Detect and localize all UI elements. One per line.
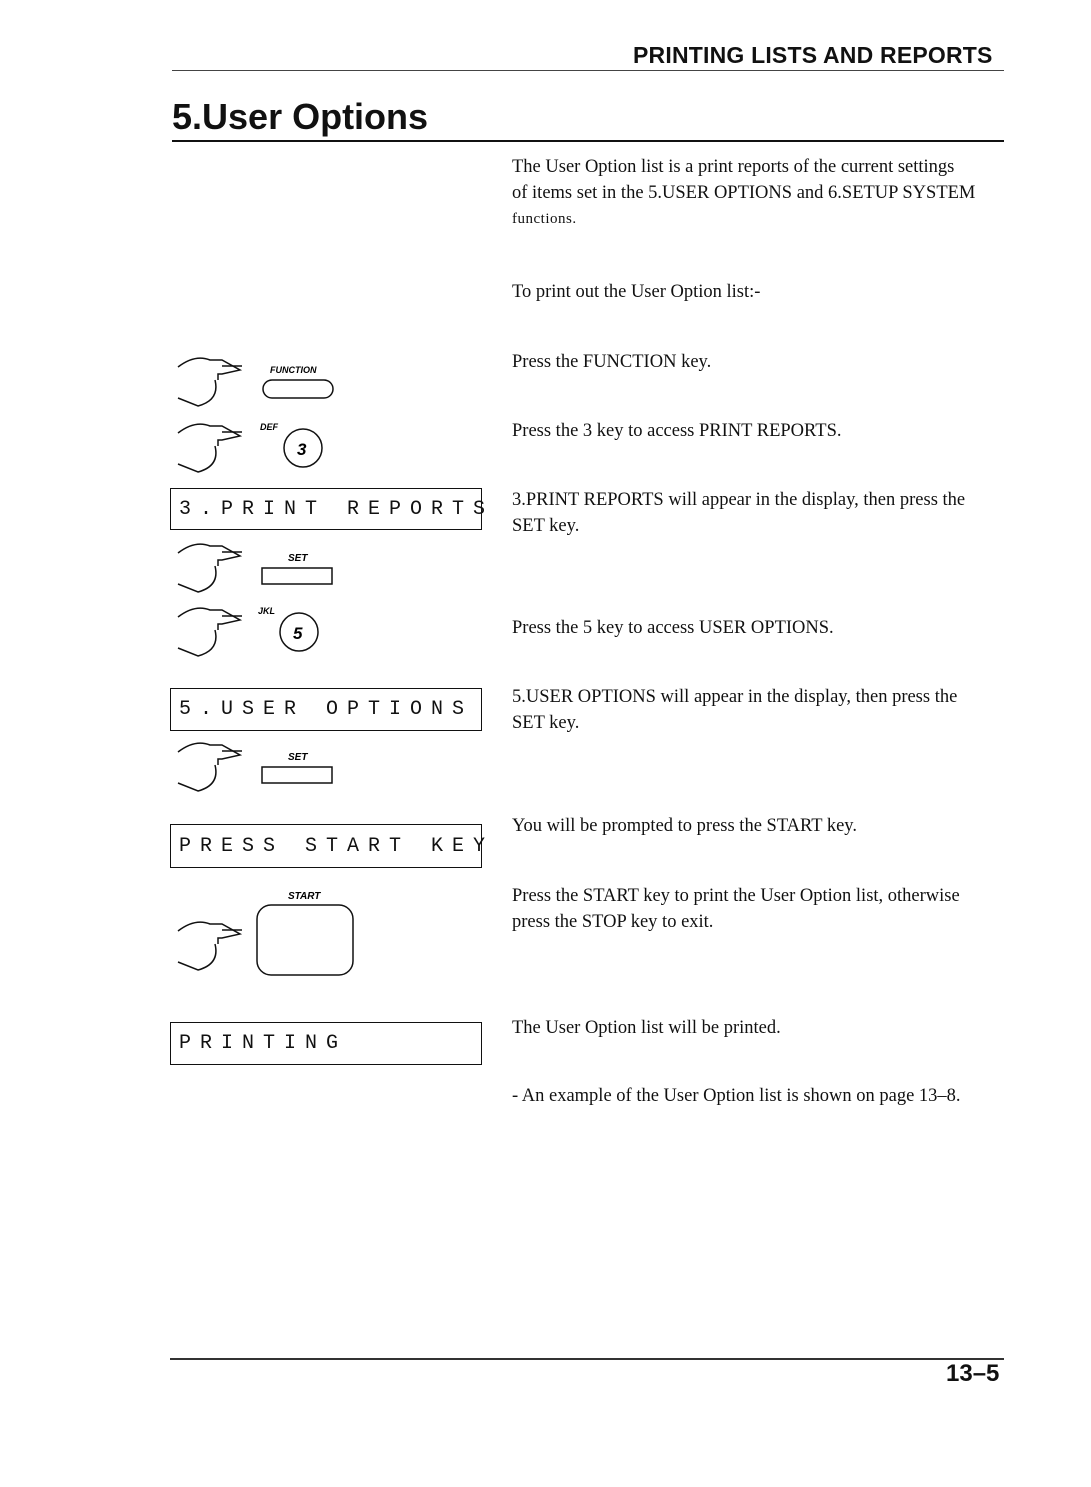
page-title: 5.User Options (172, 96, 429, 137)
set-key-icon (262, 568, 332, 584)
header-rule (172, 70, 1004, 71)
step-text-3-line-1: 3.PRINT REPORTS will appear in the display, then press the (512, 490, 966, 510)
key-3-letters: DEF (260, 422, 278, 432)
step-text-5-line-2: SET key. (512, 713, 580, 733)
display-user-options: 5.USER OPTIONS (170, 688, 482, 731)
intro-line-2: of items set in the 5.USER OPTIONS and 6.SETUP SYSTEM (512, 183, 976, 203)
start-key-icon (257, 905, 353, 975)
start-key-label: START (288, 891, 321, 902)
set-key-label: SET (288, 752, 308, 763)
step-text-7-line-1: Press the START key to print the User Option list, otherwise (512, 886, 960, 906)
step-text-5 (512, 684, 1007, 736)
hand-pointer-icon (178, 743, 242, 791)
step-text-7 (512, 883, 1007, 935)
hand-pointer-icon (178, 922, 242, 970)
footer-rule (170, 1358, 1004, 1360)
function-key-press-icon (170, 352, 345, 412)
hand-pointer-icon (178, 358, 242, 406)
step-text-2: Press the 3 key to access PRINT REPORTS. (512, 421, 842, 441)
display-press-start-key: PRESS START KEY (170, 824, 482, 868)
set-key-icon (262, 767, 332, 783)
set-key-label: SET (288, 553, 308, 564)
example-note: - An example of the User Option list is shown on page 13–8. (512, 1086, 961, 1106)
intro-paragraph (512, 154, 1007, 232)
how-to-line: To print out the User Option list:- (512, 282, 761, 302)
key-5-digit: 5 (293, 624, 303, 643)
page-number: 13–5 (946, 1360, 1000, 1387)
step-text-3-line-2: SET key. (512, 516, 580, 536)
step-text-3 (512, 487, 1007, 539)
step-text-7-line-2: press the STOP key to exit. (512, 912, 714, 932)
display-printing: PRINTING (170, 1022, 482, 1065)
start-key-press-icon (170, 884, 370, 980)
hand-pointer-icon (178, 608, 242, 656)
display-print-reports: 3.PRINT REPORTS (170, 488, 482, 530)
intro-line-1: The User Option list is a print reports of the current settings (512, 157, 955, 177)
set-key-press-icon (170, 538, 345, 596)
function-key-icon (263, 380, 333, 398)
hand-pointer-icon (178, 424, 242, 472)
step-text-8: The User Option list will be printed. (512, 1018, 781, 1038)
key-3-press-icon (170, 418, 345, 476)
step-text-5-line-1: 5.USER OPTIONS will appear in the display, then press the (512, 687, 958, 707)
hand-pointer-icon (178, 544, 242, 592)
title-rule (172, 140, 1004, 142)
key-5-letters: JKL (258, 606, 276, 616)
intro-line-3: functions. (512, 211, 577, 227)
set-key-press-icon-2 (170, 737, 345, 795)
key-3-digit: 3 (297, 440, 307, 459)
function-key-label: FUNCTION (270, 365, 317, 375)
step-text-1: Press the FUNCTION key. (512, 352, 712, 372)
running-header: PRINTING LISTS AND REPORTS (633, 42, 993, 68)
step-text-6: You will be prompted to press the START key. (512, 816, 857, 836)
step-text-4: Press the 5 key to access USER OPTIONS. (512, 618, 834, 638)
key-5-press-icon (170, 602, 345, 662)
